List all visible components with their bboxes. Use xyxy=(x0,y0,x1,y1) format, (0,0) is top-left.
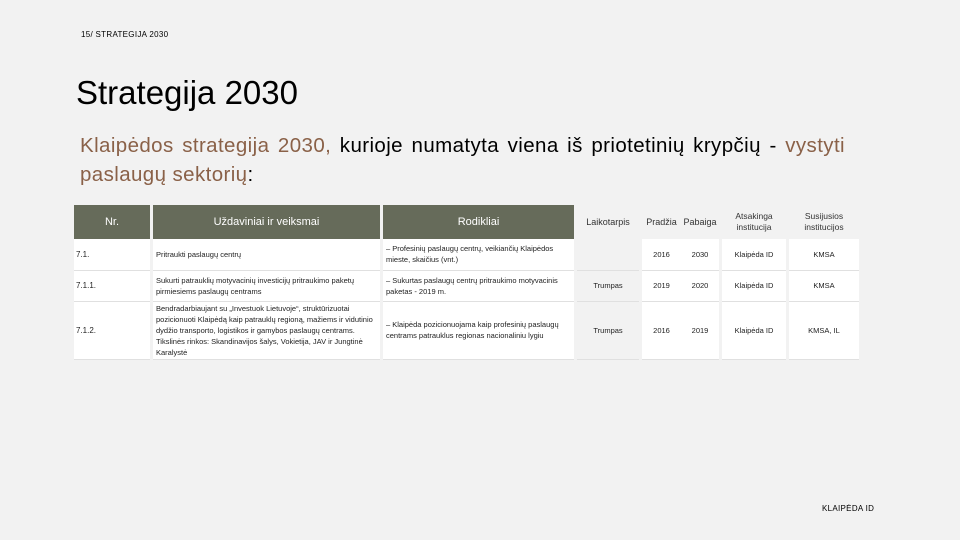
strategy-table xyxy=(74,205,859,360)
breadcrumb: 15/ STRATEGIJA 2030 xyxy=(81,30,169,39)
header-timing: Laikotarpis xyxy=(577,205,639,239)
intro-priority: vystyti paslaugų sektorių xyxy=(80,134,845,186)
row-end: 2019 xyxy=(681,301,719,359)
header-start: Pradžia xyxy=(642,205,681,239)
table-row xyxy=(74,270,859,301)
row-nr: 7.1.1. xyxy=(74,270,150,301)
row-end: 2030 xyxy=(681,239,719,270)
row-start: 2019 xyxy=(642,270,681,301)
footer-logo: KLAIPĖDA ID xyxy=(822,504,875,513)
row-timing: Trumpas xyxy=(577,301,639,359)
row-responsible: Klaipėda ID xyxy=(722,301,786,359)
row-responsible: Klaipėda ID xyxy=(722,239,786,270)
header-related: Susijusios institucijos xyxy=(789,205,859,239)
row-end: 2020 xyxy=(681,270,719,301)
page-title: Strategija 2030 xyxy=(76,74,298,111)
row-timing xyxy=(577,239,639,270)
row-related: KMSA xyxy=(789,270,859,301)
table-row xyxy=(74,239,859,270)
header-responsible: Atsakinga institucija xyxy=(722,205,786,239)
row-related: KMSA xyxy=(789,239,859,270)
row-indicator: – Klaipėda pozicionuojama kaip profesinių paslaugų centrams patrauklus regionas nacionaliniu lygiu xyxy=(383,301,574,359)
row-timing: Trumpas xyxy=(577,270,639,301)
row-indicator: – Profesinių paslaugų centrų, veikiančių Klaipėdos mieste, skaičius (vnt.) xyxy=(383,239,574,270)
intro-text: kurioje numatyta viena iš priotetinių krypčių - xyxy=(331,134,786,157)
row-task: Sukurti patrauklių motyvacinių investicijų pritraukimo paketų pirmiesiems paslaugų centrams xyxy=(153,270,380,301)
intro-strategy-name: Klaipėdos strategija 2030, xyxy=(80,134,332,157)
row-related: KMSA, IL xyxy=(789,301,859,359)
header-nr: Nr. xyxy=(74,205,150,239)
intro-colon: : xyxy=(247,163,254,186)
header-tasks: Uždaviniai ir veiksmai xyxy=(153,205,380,239)
row-start: 2016 xyxy=(642,301,681,359)
row-nr: 7.1.2. xyxy=(74,301,150,359)
row-task: Pritraukti paslaugų centrų xyxy=(153,239,380,270)
intro-paragraph xyxy=(80,131,845,189)
row-start: 2016 xyxy=(642,239,681,270)
row-task: Bendradarbiaujant su „Investuok Lietuvoje“, struktūrizuotai pozicionuoti Klaipėdą kaip patrauklų regioną, mažiems ir vidutinio dydžio transporto, logistikos ir gamybos paslaugų centrams. Tikslinės rinkos: Skandinavijos šalys, Vokietija, JAV ir Jungtinė Karalystė xyxy=(153,301,380,359)
row-nr: 7.1. xyxy=(74,239,150,270)
row-responsible: Klaipėda ID xyxy=(722,270,786,301)
table-header-row xyxy=(74,205,859,239)
header-end: Pabaiga xyxy=(681,205,719,239)
header-indicators: Rodikliai xyxy=(383,205,574,239)
row-indicator: – Sukurtas paslaugų centrų pritraukimo motyvacinis paketas - 2019 m. xyxy=(383,270,574,301)
table-row xyxy=(74,301,859,359)
